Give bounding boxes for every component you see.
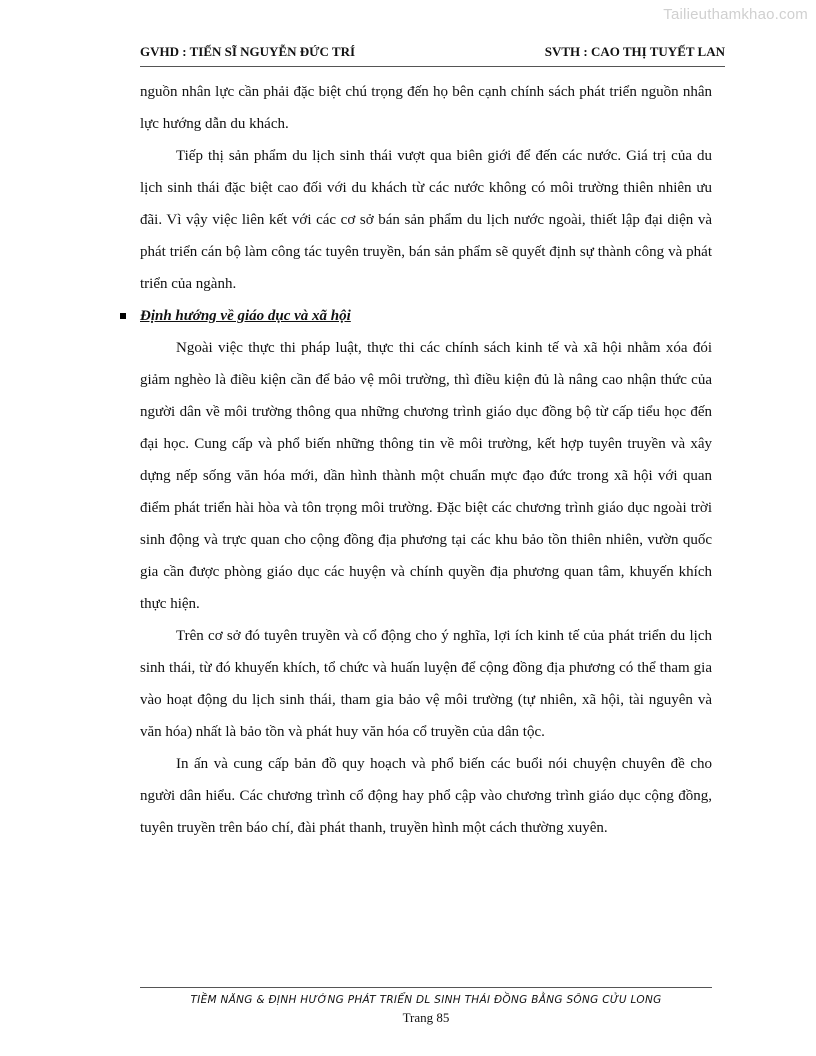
footer-title: TIỀM NĂNG & ĐỊNH HƯỚNG PHÁT TRIỂN DL SINH THÁI ĐỒNG BẰNG SÔNG CỬU LONG [190, 994, 662, 1006]
paragraph-education: Ngoài việc thực thi pháp luật, thực thi các chính sách kinh tế và xã hội nhằm xóa đói giảm nghèo là điều kiện cần để bảo vệ môi trường, thì điều kiện đủ là nâng cao nhận thức của người dân về môi trường thông qua những chương trình giáo dục đồng bộ từ cấp tiểu học đến đại học. Cung cấp và phổ biến những thông tin về môi trường, kết hợp tuyên truyền và xây dựng nếp sống văn hóa mới, dần hình thành một chuẩn mực đạo đức trong xã hội với quan điểm phát triển hài hòa và tôn trọng môi trường. Đặc biệt các chương trình giáo dục ngoài trời sinh động và trực quan cho cộng đồng địa phương tại các khu bảo tồn thiên nhiên, vườn quốc gia cần được phòng giáo dục các huyện và chính quyền địa phương quan tâm, khuyến khích thực hiện. [140, 340, 712, 612]
page-header [140, 44, 725, 67]
document-body [140, 76, 712, 844]
page-footer [140, 987, 712, 1026]
header-student: SVTH : CAO THỊ TUYẾT LAN [544, 44, 725, 59]
paragraph-marketing: Tiếp thị sản phẩm du lịch sinh thái vượt qua biên giới để đến các nước. Giá trị của du lịch sinh thái đặc biệt cao đối với du khách từ các nước không có môi trường thiên nhiên ưu đãi. Vì vậy việc liên kết với các cơ sở bán sản phẩm du lịch nước ngoài, thiết lập đại diện và phát triển cán bộ làm công tác tuyên truyền, bán sản phẩm sẽ quyết định sự thành công và phát triển của ngành. [140, 148, 712, 292]
paragraph-propaganda: Trên cơ sở đó tuyên truyền và cổ động cho ý nghĩa, lợi ích kinh tế của phát triển du lịch sinh thái, từ đó khuyến khích, tổ chức và huấn luyện để cộng đồng địa phương có thể tham gia vào hoạt động du lịch sinh thái, tham gia bảo vệ môi trường (tự nhiên, xã hội, tài nguyên và văn hóa) nhất là bảo tồn và phát huy văn hóa cổ truyền của dân tộc. [140, 628, 712, 740]
paragraph-printing: In ấn và cung cấp bản đồ quy hoạch và phổ biến các buổi nói chuyện chuyên đề cho người dân hiểu. Các chương trình cổ động hay phổ cập vào chương trình giáo dục cộng đồng, tuyên truyền trên báo chí, đài phát thanh, truyền hình một cách thường xuyên. [140, 756, 712, 836]
section-heading-text: Định hướng về giáo dục và xã hội [140, 308, 351, 324]
header-advisor: GVHD : TIẾN SĨ NGUYỄN ĐỨC TRÍ [140, 44, 356, 59]
paragraph-continuation: nguồn nhân lực cần phải đặc biệt chú trọng đến họ bên cạnh chính sách phát triển nguồn nhân lực hướng dẫn du khách. [140, 84, 712, 132]
section-heading [140, 300, 712, 332]
page-number: Trang 85 [402, 1010, 450, 1025]
watermark-text: Tailieuthamkhao.com [663, 6, 808, 23]
bullet-square-icon [120, 313, 126, 319]
